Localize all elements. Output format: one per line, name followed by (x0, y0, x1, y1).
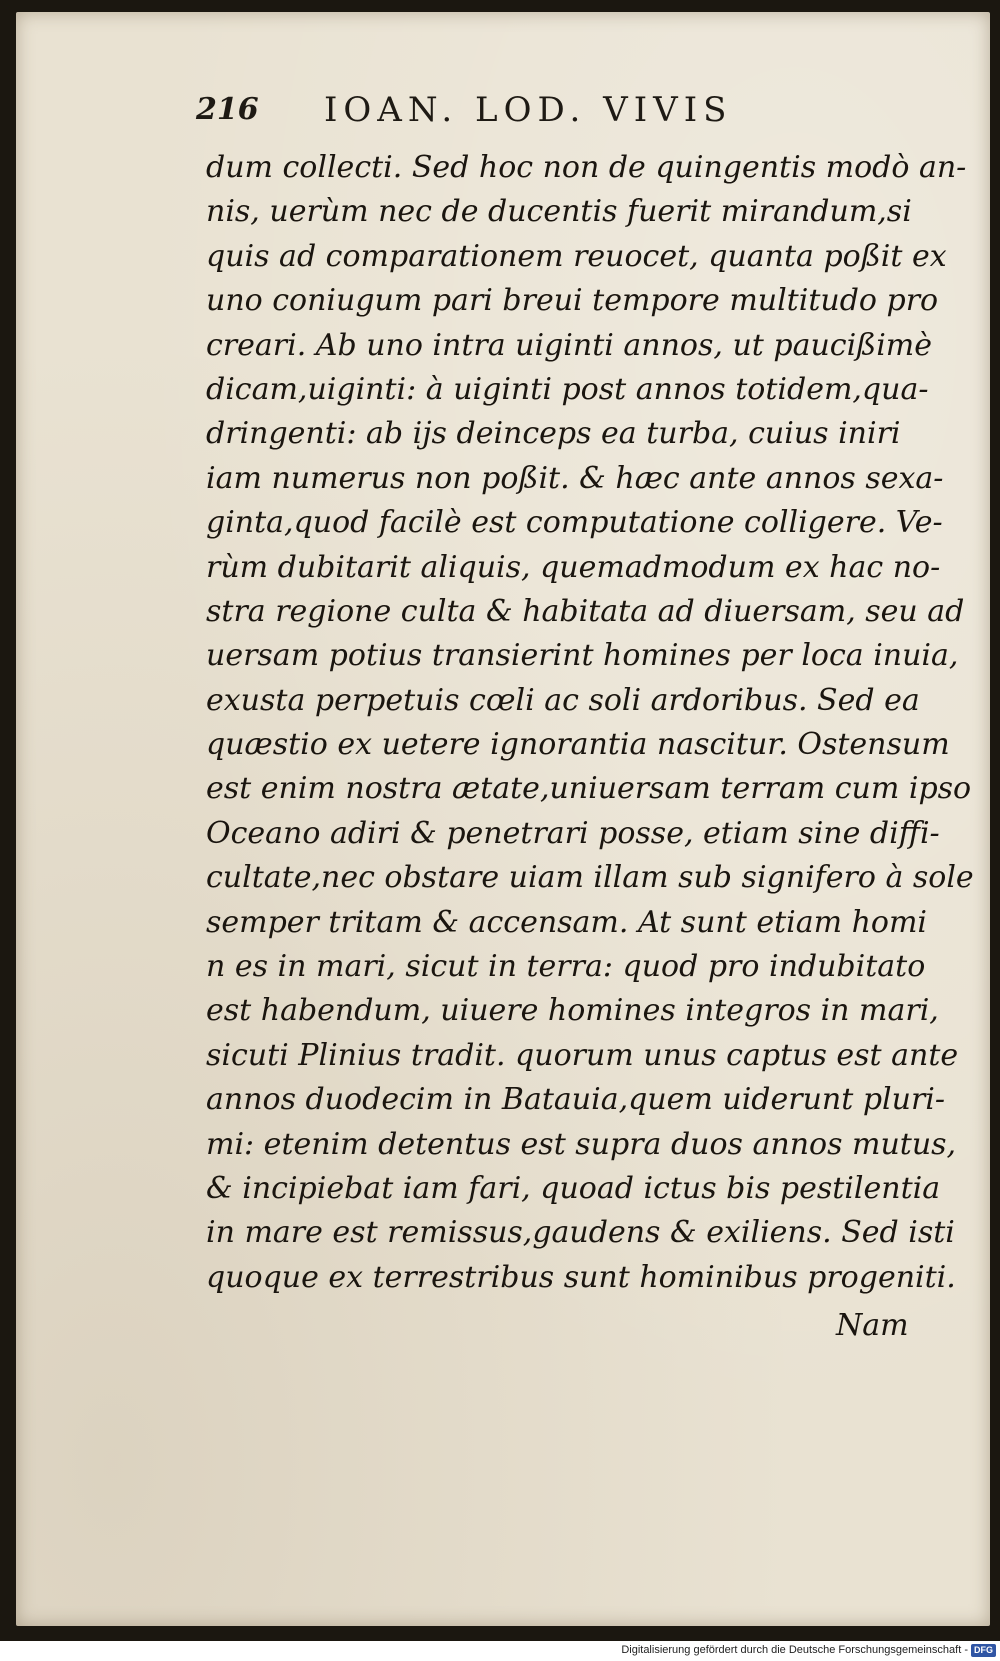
text-line: est enim nostra ætate,uniuersam terram cum ipso (206, 771, 972, 807)
text-line: uersam potius transierint homines per loca inuia, (206, 638, 959, 674)
text-line: dringenti: ab ijs deinceps ea turba, cuius iniri (206, 416, 901, 452)
catchword: Nam (836, 1308, 909, 1343)
text-line: Oceano adiri & penetrari posse, etiam sine diffi- (206, 815, 940, 851)
credit-text: Digitalisierung gefördert durch die Deutsche Forschungsgemeinschaft - (621, 1644, 968, 1656)
text-line: cultate,nec obstare uiam illam sub signifero à sole (206, 860, 974, 896)
text-line: annos duodecim in Batauia,quem uiderunt pluri- (206, 1082, 946, 1118)
text-line: ginta,quod facilè est computatione colligere. Ve- (206, 505, 943, 541)
text-line: iam numerus non poßit. & hæc ante annos sexa- (206, 460, 944, 496)
page-header (196, 92, 836, 132)
text-line: quoque ex terrestribus sunt hominibus progeniti. (206, 1259, 956, 1295)
text-line: uno coniugum pari breui tempore multitudo pro (206, 283, 939, 319)
digitization-credit (621, 1641, 996, 1659)
text-line: in mare est remissus,gaudens & exiliens. Sed isti (206, 1215, 955, 1251)
text-line: creari. Ab uno intra uiginti annos, ut paucißimè (206, 327, 933, 363)
text-line: semper tritam & accensam. At sunt etiam homi (206, 904, 928, 940)
page-number: 216 (196, 92, 259, 127)
text-line: mi: etenim detentus est supra duos annos mutus, (206, 1126, 957, 1162)
body-text (206, 146, 974, 1300)
running-title: IOAN. LOD. VIVIS (324, 90, 733, 130)
text-line: sicuti Plinius tradit. quorum unus captus est ante (206, 1037, 959, 1073)
text-line: quæstio ex uetere ignorantia nascitur. Ostensum (206, 727, 950, 763)
text-line: n es in mari, sicut in terra: quod pro indubitato (206, 949, 926, 985)
text-line: dicam,uiginti: à uiginti post annos totidem,qua- (206, 371, 929, 407)
text-line: est habendum, uiuere homines integros in mari, (206, 993, 939, 1029)
text-line: & incipiebat iam fari, quoad ictus bis pestilentia (206, 1170, 941, 1206)
text-line: stra regione culta & habitata ad diuersam, seu ad (206, 593, 965, 629)
text-line: dum collecti. Sed hoc non de quingentis modò an- (206, 150, 967, 185)
text-line: exusta perpetuis cœli ac soli ardoribus. Sed ea (206, 682, 920, 718)
text-line: rùm dubitarit aliquis, quemadmodum ex hac no- (206, 549, 941, 585)
dfg-logo: DFG (971, 1644, 996, 1657)
text-line: nis, uerùm nec de ducentis fuerit mirandum,si (206, 194, 912, 230)
text-line: quis ad comparationem reuocet, quanta poßit ex (206, 238, 947, 274)
